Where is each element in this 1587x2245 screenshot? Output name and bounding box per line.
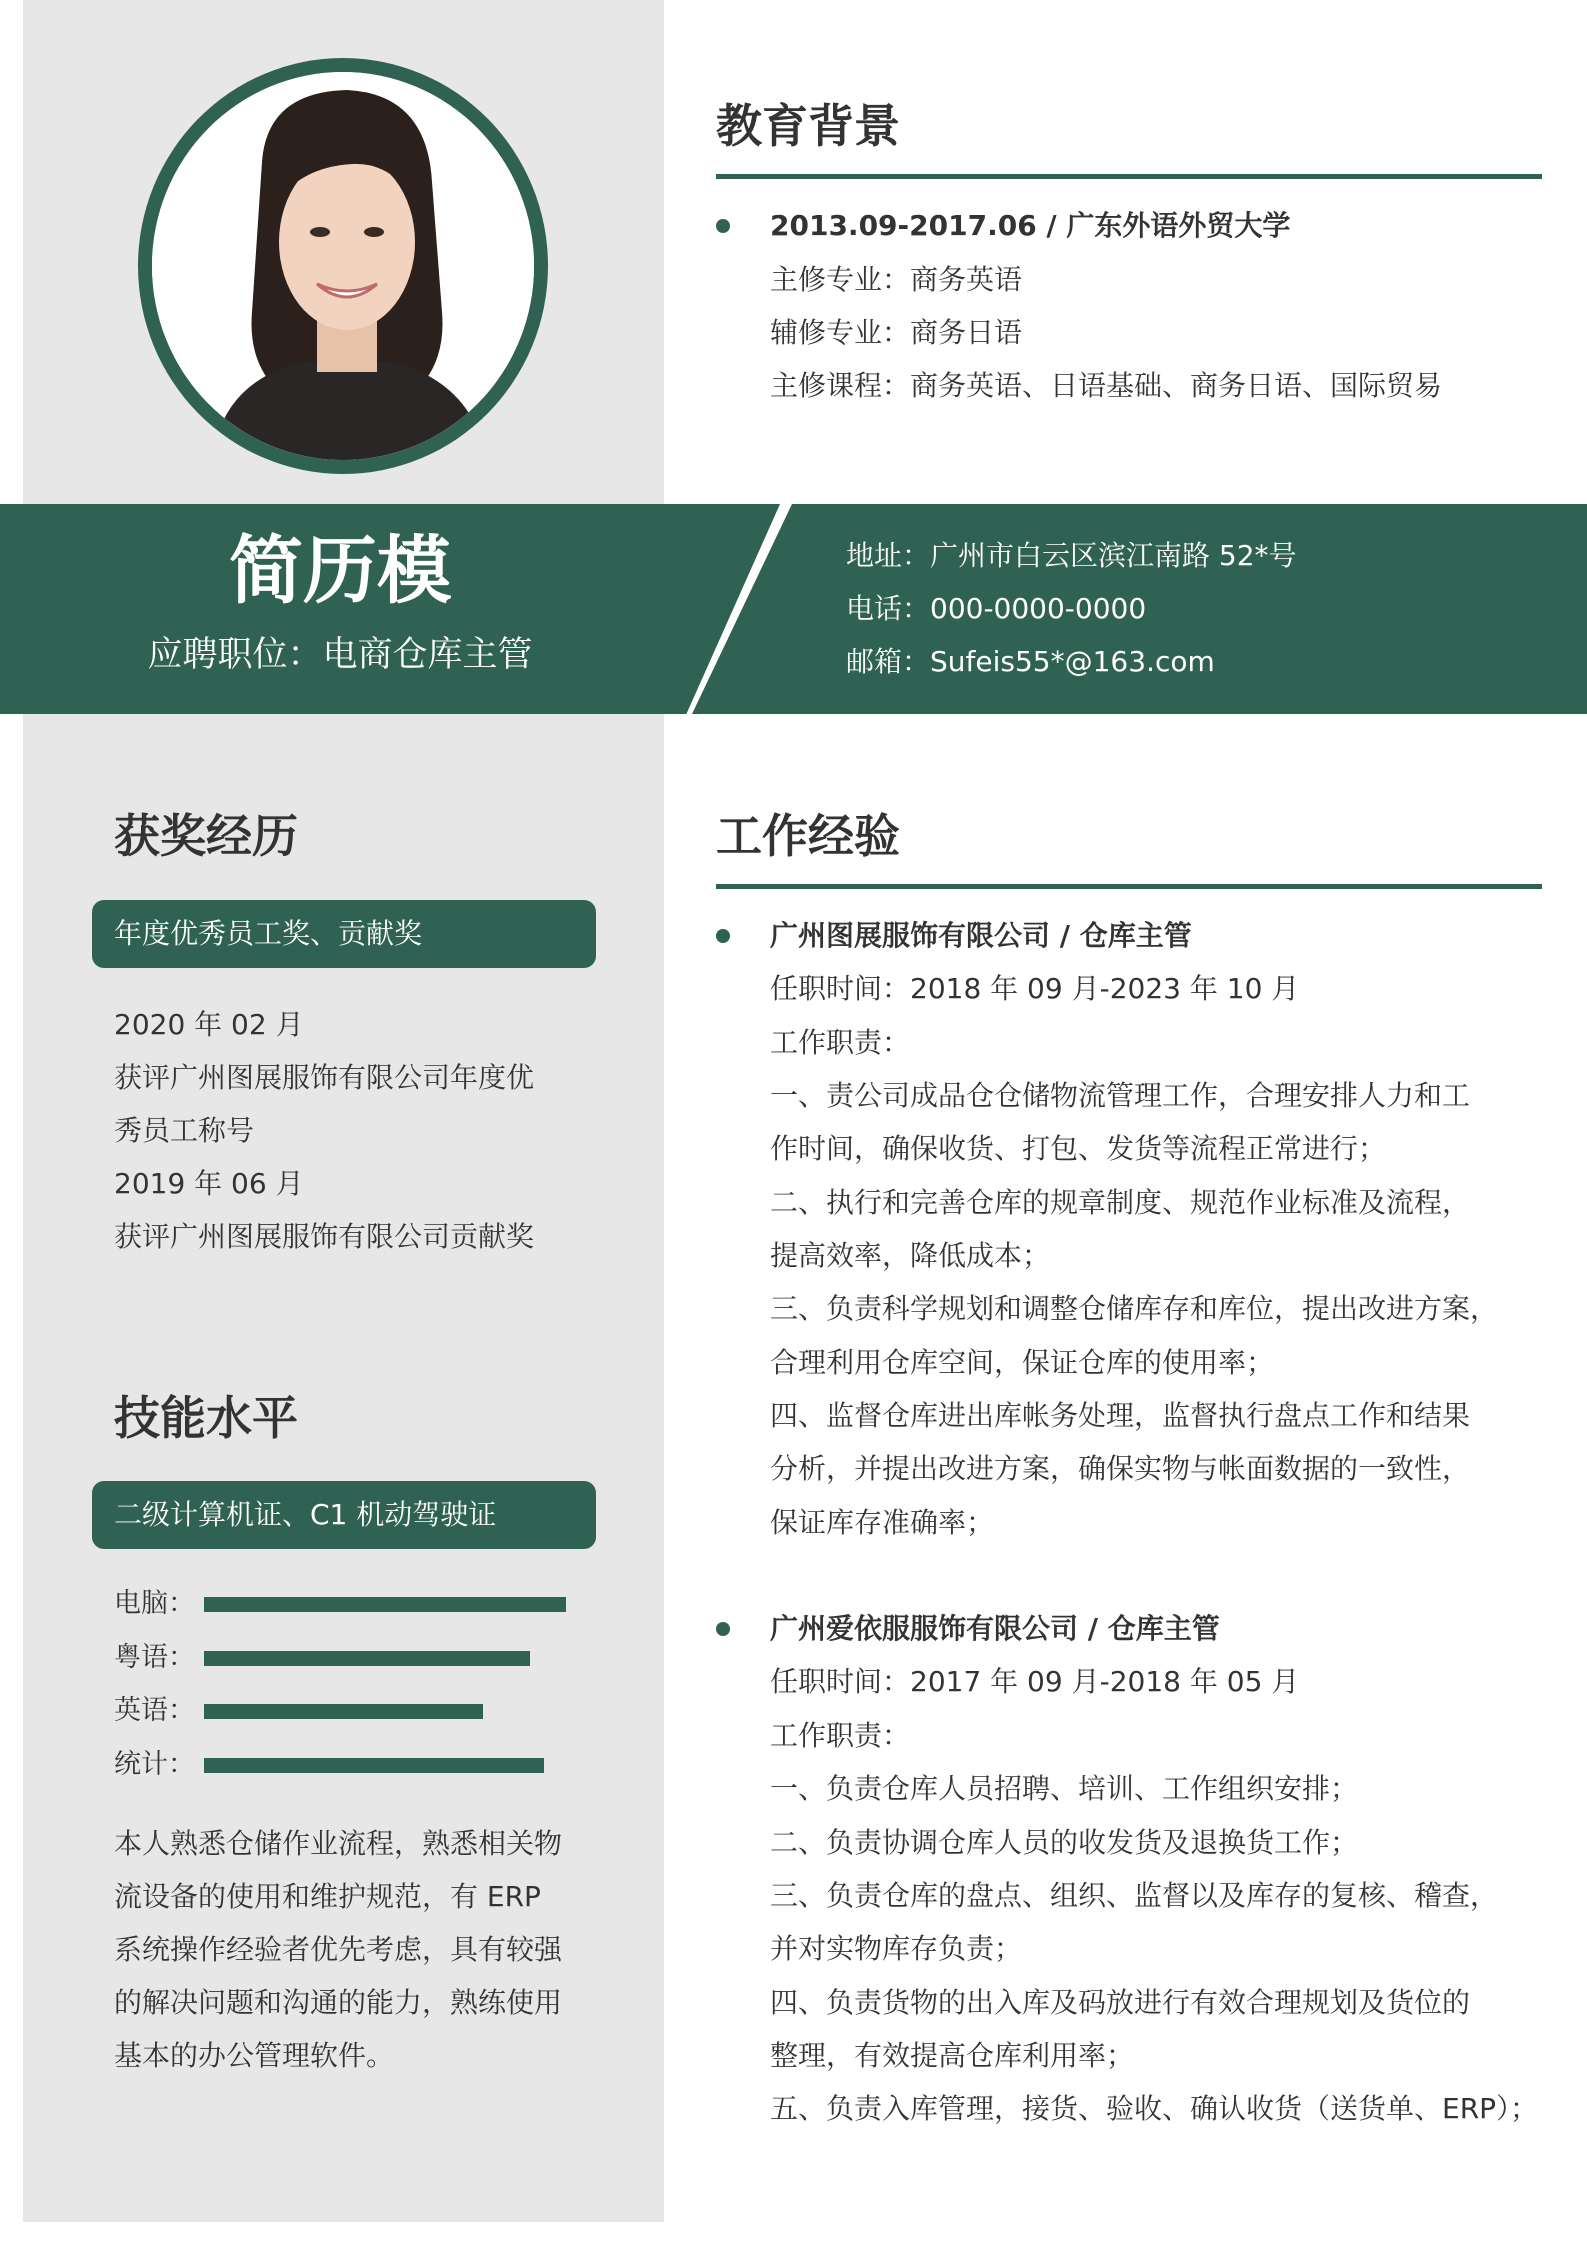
award-line: 2020 年 02 月 [114, 1008, 304, 1041]
skill-label-computer: 电脑： [114, 1588, 195, 1619]
applied-position: 应聘职位：电商仓库主管 [147, 635, 533, 675]
job-line: 一、负责仓库人员招聘、培训、工作组织安排； [770, 1772, 1359, 1805]
skills-summary-line: 本人熟悉仓储作业流程，熟悉相关物 [114, 1827, 563, 1860]
award-line: 获评广州图展服饰有限公司年度优 [114, 1061, 535, 1094]
job-line: 二、负责协调仓库人员的收发货及退换货工作； [770, 1826, 1359, 1859]
skill-label-english: 英语： [114, 1695, 195, 1726]
work-divider [716, 884, 1542, 889]
job-bullet [716, 929, 730, 943]
candidate-name: 简历模 [229, 528, 451, 614]
job-line: 作时间，确保收货、打包、发货等流程正常进行； [770, 1132, 1387, 1165]
job-line: 五、负责入库管理，接货、验收、确认收货（送货单、ERP）； [770, 2092, 1539, 2125]
skill-label-statistics: 统计： [114, 1749, 195, 1780]
skill-bar-cantonese [204, 1651, 530, 1666]
skill-bar-computer [204, 1597, 566, 1612]
profile-photo-frame [138, 58, 548, 474]
education-entry-head: 2013.09-2017.06 / 广东外语外贸大学 [770, 209, 1291, 242]
award-line: 2019 年 06 月 [114, 1167, 304, 1200]
contact-phone: 电话：000-0000-0000 [846, 592, 1147, 625]
award-line: 秀员工称号 [114, 1114, 255, 1147]
skill-bar-english [204, 1704, 483, 1719]
skills-pill: 二级计算机证、C1 机动驾驶证 [92, 1481, 596, 1549]
job-line: 二、执行和完善仓库的规章制度、规范作业标准及流程， [770, 1186, 1471, 1219]
job-line: 整理，有效提高仓库利用率； [770, 2039, 1135, 2072]
job-line: 一、责公司成品仓仓储物流管理工作，合理安排人力和工 [770, 1079, 1471, 1112]
education-line: 主修专业：商务英语 [770, 263, 1023, 296]
education-line: 主修课程：商务英语、日语基础、商务日语、国际贸易 [770, 369, 1443, 402]
education-bullet [716, 219, 730, 233]
contact-email: 邮箱：Sufeis55*@163.com [846, 645, 1215, 678]
skills-title: 技能水平 [114, 1391, 298, 1445]
award-line: 获评广州图展服饰有限公司贡献奖 [114, 1220, 535, 1253]
job-line: 任职时间：2018 年 09 月-2023 年 10 月 [770, 972, 1300, 1005]
job-line: 工作职责： [770, 1719, 911, 1752]
job-line: 保证库存准确率； [770, 1506, 995, 1539]
skills-summary-line: 系统操作经验者优先考虑，具有较强 [114, 1933, 563, 1966]
job-line: 四、负责货物的出入库及码放进行有效合理规划及货位的 [770, 1986, 1471, 2019]
job-bullet [716, 1622, 730, 1636]
skills-summary-line: 基本的办公管理软件。 [114, 2039, 395, 2072]
contact-address: 地址：广州市白云区滨江南路 52*号 [846, 539, 1297, 572]
job-line: 工作职责： [770, 1026, 911, 1059]
job-head: 广州图展服饰有限公司 / 仓库主管 [770, 919, 1192, 952]
awards-title: 获奖经历 [114, 809, 298, 863]
work-title: 工作经验 [716, 809, 900, 863]
awards-pill: 年度优秀员工奖、贡献奖 [92, 900, 596, 968]
job-line: 三、负责科学规划和调整仓储库存和库位，提出改进方案， [770, 1292, 1499, 1325]
profile-photo [152, 72, 534, 460]
job-head: 广州爱依服服饰有限公司 / 仓库主管 [770, 1612, 1220, 1645]
education-title: 教育背景 [716, 99, 900, 153]
skill-label-cantonese: 粤语： [114, 1642, 195, 1673]
job-line: 合理利用仓库空间，保证仓库的使用率； [770, 1346, 1275, 1379]
job-line: 分析，并提出改进方案，确保实物与帐面数据的一致性， [770, 1452, 1471, 1485]
job-line: 并对实物库存负责； [770, 1932, 1023, 1965]
skill-bar-statistics [204, 1758, 544, 1773]
job-line: 提高效率，降低成本； [770, 1239, 1051, 1272]
education-divider [716, 174, 1542, 179]
skills-summary-line: 的解决问题和沟通的能力，熟练使用 [114, 1986, 563, 2019]
job-line: 任职时间：2017 年 09 月-2018 年 05 月 [770, 1665, 1300, 1698]
job-line: 四、监督仓库进出库帐务处理，监督执行盘点工作和结果 [770, 1399, 1471, 1432]
skills-summary-line: 流设备的使用和维护规范，有 ERP [114, 1880, 541, 1913]
job-line: 三、负责仓库的盘点、组织、监督以及库存的复核、稽查， [770, 1879, 1499, 1912]
education-line: 辅修专业：商务日语 [770, 316, 1023, 349]
